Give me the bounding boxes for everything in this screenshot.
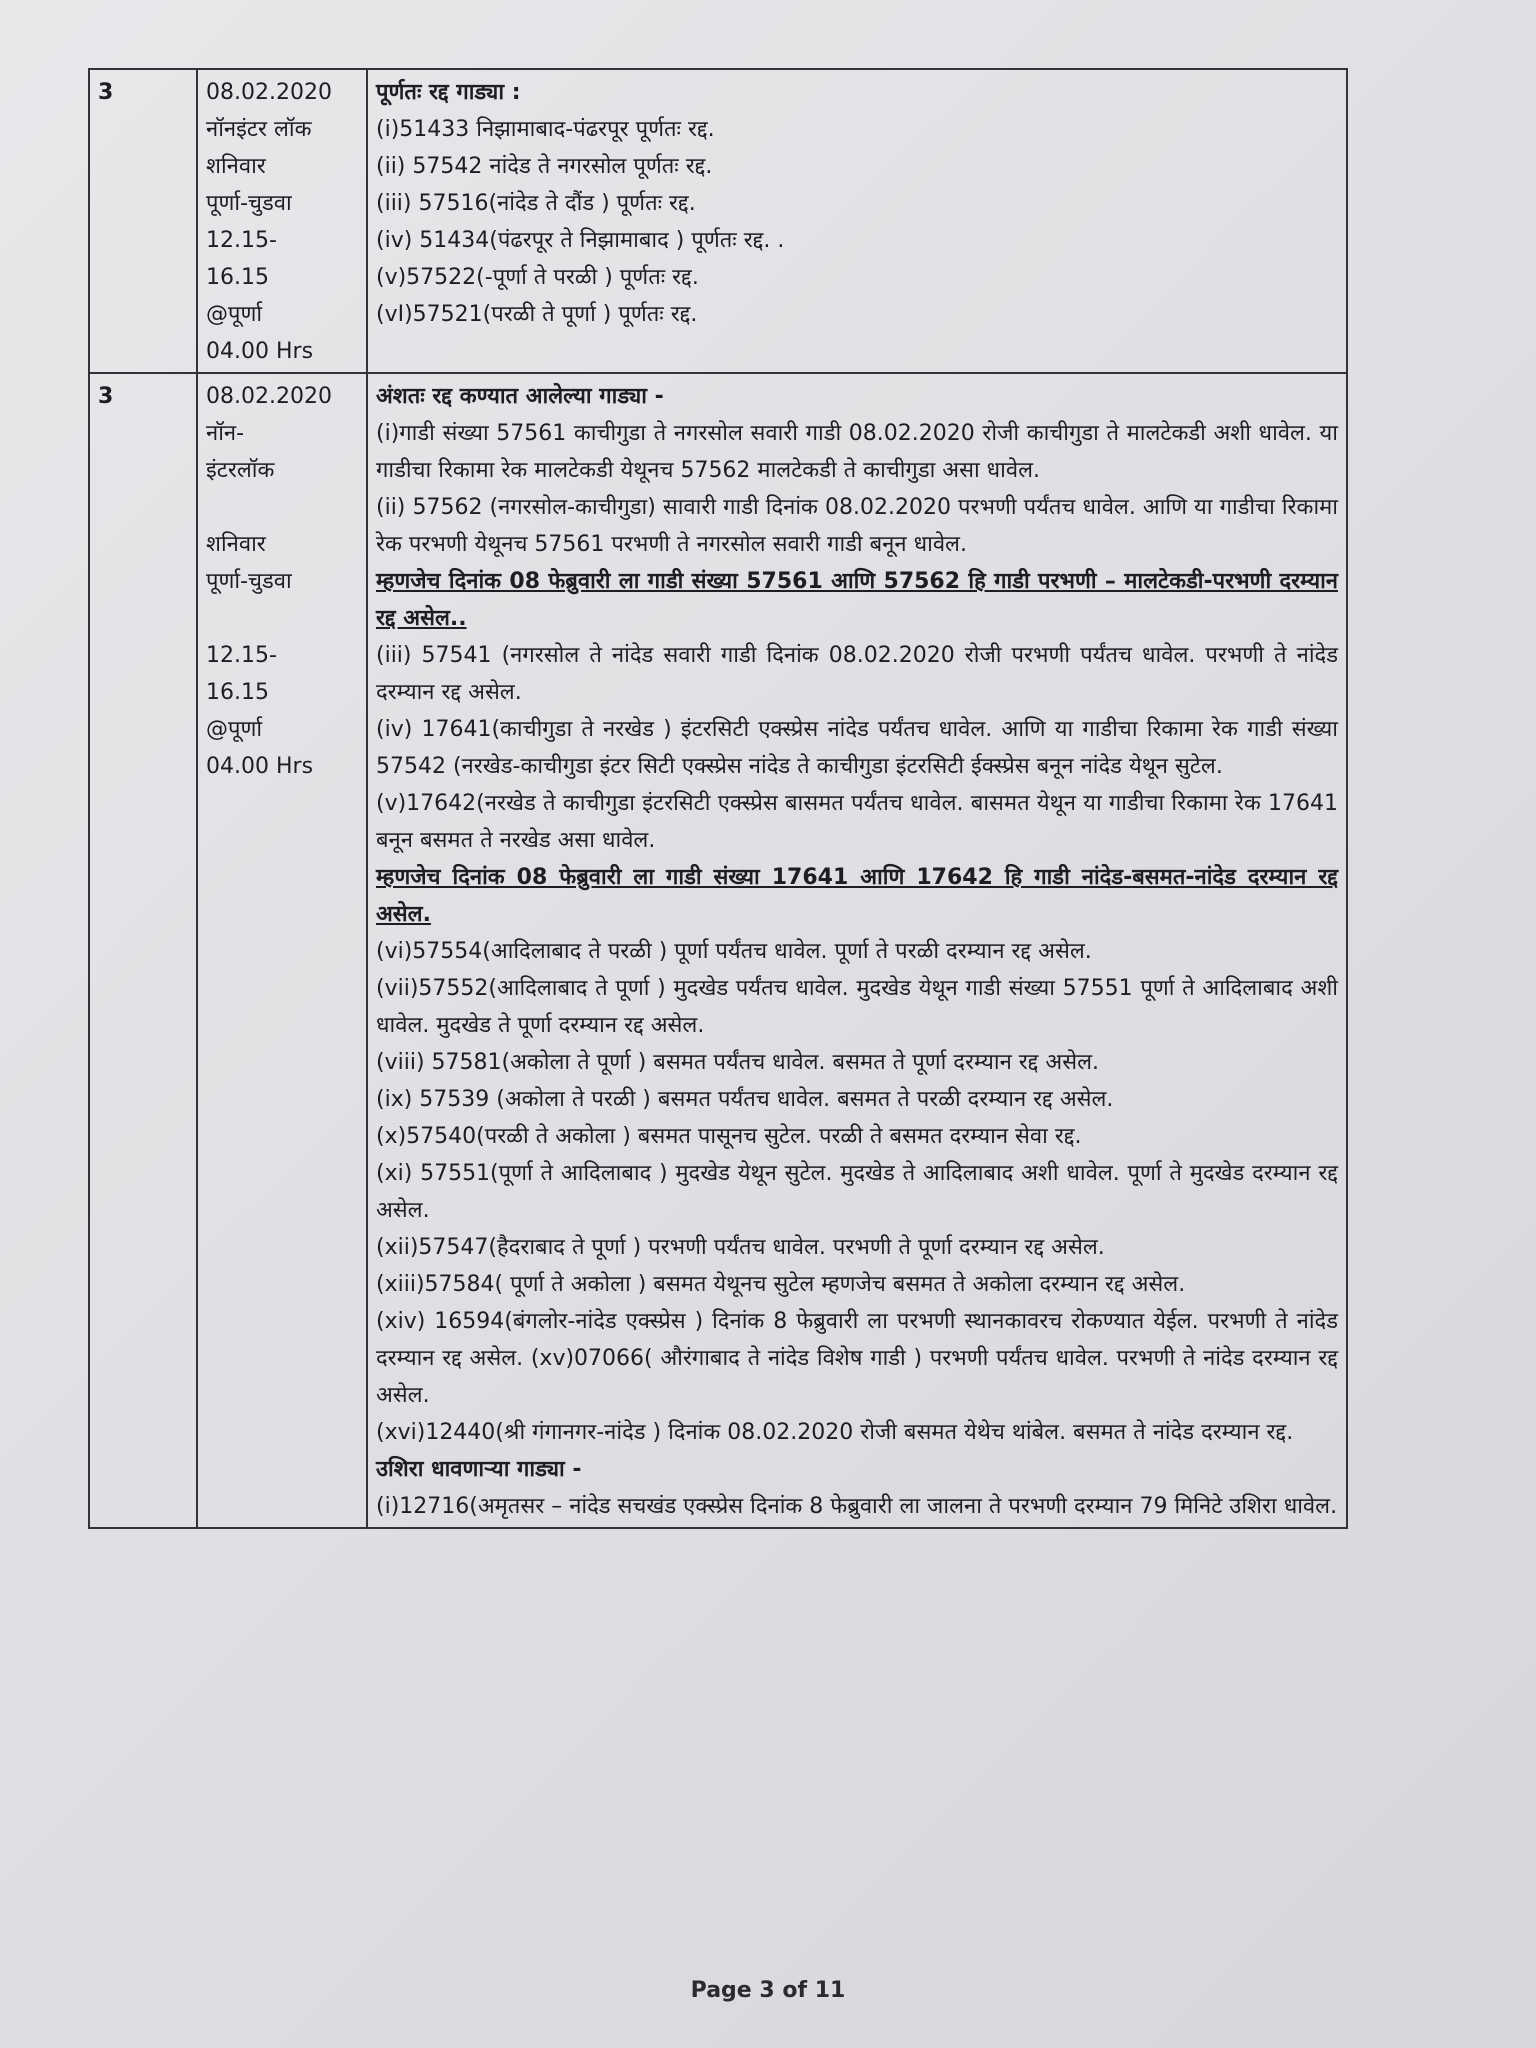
- train-entry: (xi) 57551(पूर्णा ते आदिलाबाद ) मुदखेड येथून सुटेल. मुदखेड ते आदिलाबाद अशी धावेल. पूर्णा ते मुदखेड दरम्यान रद्द असेल.: [376, 1161, 1338, 1223]
- train-entry: (xvi)12440(श्री गंगानगर-नांदेड ) दिनांक 08.02.2020 रोजी बसमत येथेच थांबेल. बसमत ते नांदेड दरम्यान रद्द.: [376, 1420, 1294, 1445]
- table-row: [89, 373, 1347, 1528]
- page-current: 3: [759, 1978, 775, 2003]
- train-entry: (i)गाडी संख्या 57561 काचीगुडा ते नगरसोल सवारी गाडी 08.02.2020 रोजी काचीगुडा ते मालटेकडी अशी धावेल. या गाडीचा रिकामा रेक मालटेकडी येथूनच 57562 मालटेकडी ते काचीगुडा असा धावेल.: [376, 421, 1338, 483]
- train-entry: (vI)57521(परळी ते पूर्णा ) पूर्णतः रद्द.: [376, 302, 698, 327]
- schedule-line: @पूर्णा: [206, 717, 263, 742]
- schedule-line: 08.02.2020: [206, 384, 332, 409]
- late-running-heading: उशिरा धावणाऱ्या गाड्या -: [376, 1457, 582, 1482]
- schedule-line: नॉन-: [206, 421, 245, 446]
- train-entry: (xii)57547(हैदराबाद ते पूर्णा ) परभणी पर्यंतच धावेल. परभणी ते पूर्णा दरम्यान रद्द असेल.: [376, 1235, 1105, 1260]
- cancellation-details: [367, 69, 1347, 373]
- block-schedule: [197, 373, 367, 1528]
- row-number: 3: [89, 69, 197, 373]
- schedule-line: 12.15-: [206, 643, 277, 668]
- section-heading: अंशतः रद्द कण्यात आलेल्या गाड्या -: [376, 384, 664, 409]
- schedule-line: शनिवार: [206, 532, 266, 557]
- schedule-line: 04.00 Hrs: [206, 339, 314, 364]
- page-number: [0, 1978, 1536, 2003]
- train-entry: (v)57522(-पूर्णा ते परळी ) पूर्णतः रद्द.: [376, 265, 699, 290]
- partial-cancellation-details: [367, 373, 1347, 1528]
- train-entry: (ii) 57542 नांदेड ते नगरसोल पूर्णतः रद्द.: [376, 154, 713, 179]
- train-entry: (xiv) 16594(बंगलोर-नांदेड एक्स्प्रेस ) दिनांक 8 फेब्रुवारी ला परभणी स्थानकावरच रोकण्यात येईल. परभणी ते नांदेड दरम्यान रद्द असेल. (xv)07066( औरंगाबाद ते नांदेड विशेष गाडी ) परभणी पर्यंतच धावेल. परभणी ते नांदेड दरम्यान रद्द असेल.: [376, 1309, 1338, 1408]
- summary-note: म्हणजेच दिनांक 08 फेब्रुवारी ला गाडी संख्या 17641 आणि 17642 हि गाडी नांदेड-बसमत-नांदेड दरम्यान रद्द असेल.: [376, 865, 1338, 927]
- train-entry: (x)57540(परळी ते अकोला ) बसमत पासूनच सुटेल. परळी ते बसमत दरम्यान सेवा रद्द.: [376, 1124, 1082, 1149]
- train-entry: (v)17642(नरखेड ते काचीगुडा इंटरसिटी एक्स्प्रेस बासमत पर्यंतच धावेल. बासमत येथून या गाडीचा रिकामा रेक 17641 बनून बसमत ते नरखेड असा धावेल.: [376, 791, 1338, 853]
- train-entry: (xiii)57584( पूर्णा ते अकोला ) बसमत येथूनच सुटेल म्हणजेच बसमत ते अकोला दरम्यान रद्द असेल.: [376, 1272, 1186, 1297]
- schedule-table: [88, 68, 1348, 1529]
- train-entry: (i)12716(अमृतसर – नांदेड सचखंड एक्स्प्रेस दिनांक 8 फेब्रुवारी ला जालना ते परभणी दरम्यान 79 मिनिटे उशिरा धावेल.: [376, 1494, 1338, 1519]
- schedule-line: 16.15: [206, 680, 269, 705]
- train-entry: (ix) 57539 (अकोला ते परळी ) बसमत पर्यंतच धावेल. बसमत ते परळी दरम्यान रद्द असेल.: [376, 1087, 1114, 1112]
- train-entry: (iv) 51434(पंढरपूर ते निझामाबाद ) पूर्णतः रद्द. .: [376, 228, 785, 253]
- train-entry: (vii)57552(आदिलाबाद ते पूर्णा ) मुदखेड पर्यंतच धावेल. मुदखेड येथून गाडी संख्या 57551 पूर्णा ते आदिलाबाद अशी धावेल. मुदखेड ते पूर्णा दरम्यान रद्द असेल.: [376, 976, 1338, 1038]
- page-mid: of: [774, 1978, 815, 2003]
- schedule-line: @पूर्णा: [206, 302, 263, 327]
- page-total: 11: [814, 1978, 846, 2003]
- table-row: [89, 69, 1347, 373]
- schedule-line: 04.00 Hrs: [206, 754, 314, 779]
- schedule-line: पूर्णा-चुडवा: [206, 191, 292, 216]
- train-entry: (iii) 57516(नांदेड ते दौंड ) पूर्णतः रद्द.: [376, 191, 696, 216]
- train-entry: (iv) 17641(काचीगुडा ते नरखेड ) इंटरसिटी एक्स्प्रेस नांदेड पर्यंतच धावेल. आणि या गाडीचा रिकामा रेक गाडी संख्या 57542 (नरखेड-काचीगुडा इंटर सिटी एक्स्प्रेस नांदेड ते काचीगुडा इंटरसिटी ईक्स्प्रेस बनून नांदेड येथून सुटेल.: [376, 717, 1338, 779]
- schedule-line: 08.02.2020: [206, 80, 332, 105]
- schedule-line: 16.15: [206, 265, 269, 290]
- train-entry: (viii) 57581(अकोला ते पूर्णा ) बसमत पर्यंतच धावेल. बसमत ते पूर्णा दरम्यान रद्द असेल.: [376, 1050, 1100, 1075]
- summary-note: म्हणजेच दिनांक 08 फेब्रुवारी ला गाडी संख्या 57561 आणि 57562 हि गाडी परभणी – मालटेकडी-परभणी दरम्यान रद्द असेल..: [376, 569, 1338, 631]
- train-entry: (i)51433 निझामाबाद-पंढरपूर पूर्णतः रद्द.: [376, 117, 715, 142]
- schedule-line: नॉनइंटर लॉक: [206, 117, 312, 142]
- section-heading: पूर्णतः रद्द गाड्या :: [376, 80, 521, 105]
- schedule-line: शनिवार: [206, 154, 266, 179]
- schedule-line: 12.15-: [206, 228, 277, 253]
- schedule-line: इंटरलॉक: [206, 458, 275, 483]
- train-entry: (vi)57554(आदिलाबाद ते परळी ) पूर्णा पर्यंतच धावेल. पूर्णा ते परळी दरम्यान रद्द असेल.: [376, 939, 1092, 964]
- row-number: 3: [89, 373, 197, 1528]
- train-entry: (iii) 57541 (नगरसोल ते नांदेड सवारी गाडी दिनांक 08.02.2020 रोजी परभणी पर्यंतच धावेल. परभणी ते नांदेड दरम्यान रद्द असेल.: [376, 643, 1338, 705]
- page-prefix: Page: [690, 1978, 760, 2003]
- schedule-line: पूर्णा-चुडवा: [206, 569, 292, 594]
- block-schedule: [197, 69, 367, 373]
- train-entry: (ii) 57562 (नगरसोल-काचीगुडा) सावारी गाडी दिनांक 08.02.2020 परभणी पर्यंतच धावेल. आणि या गाडीचा रिकामा रेक परभणी येथूनच 57561 परभणी ते नगरसोल सवारी गाडी बनून धावेल.: [376, 495, 1338, 557]
